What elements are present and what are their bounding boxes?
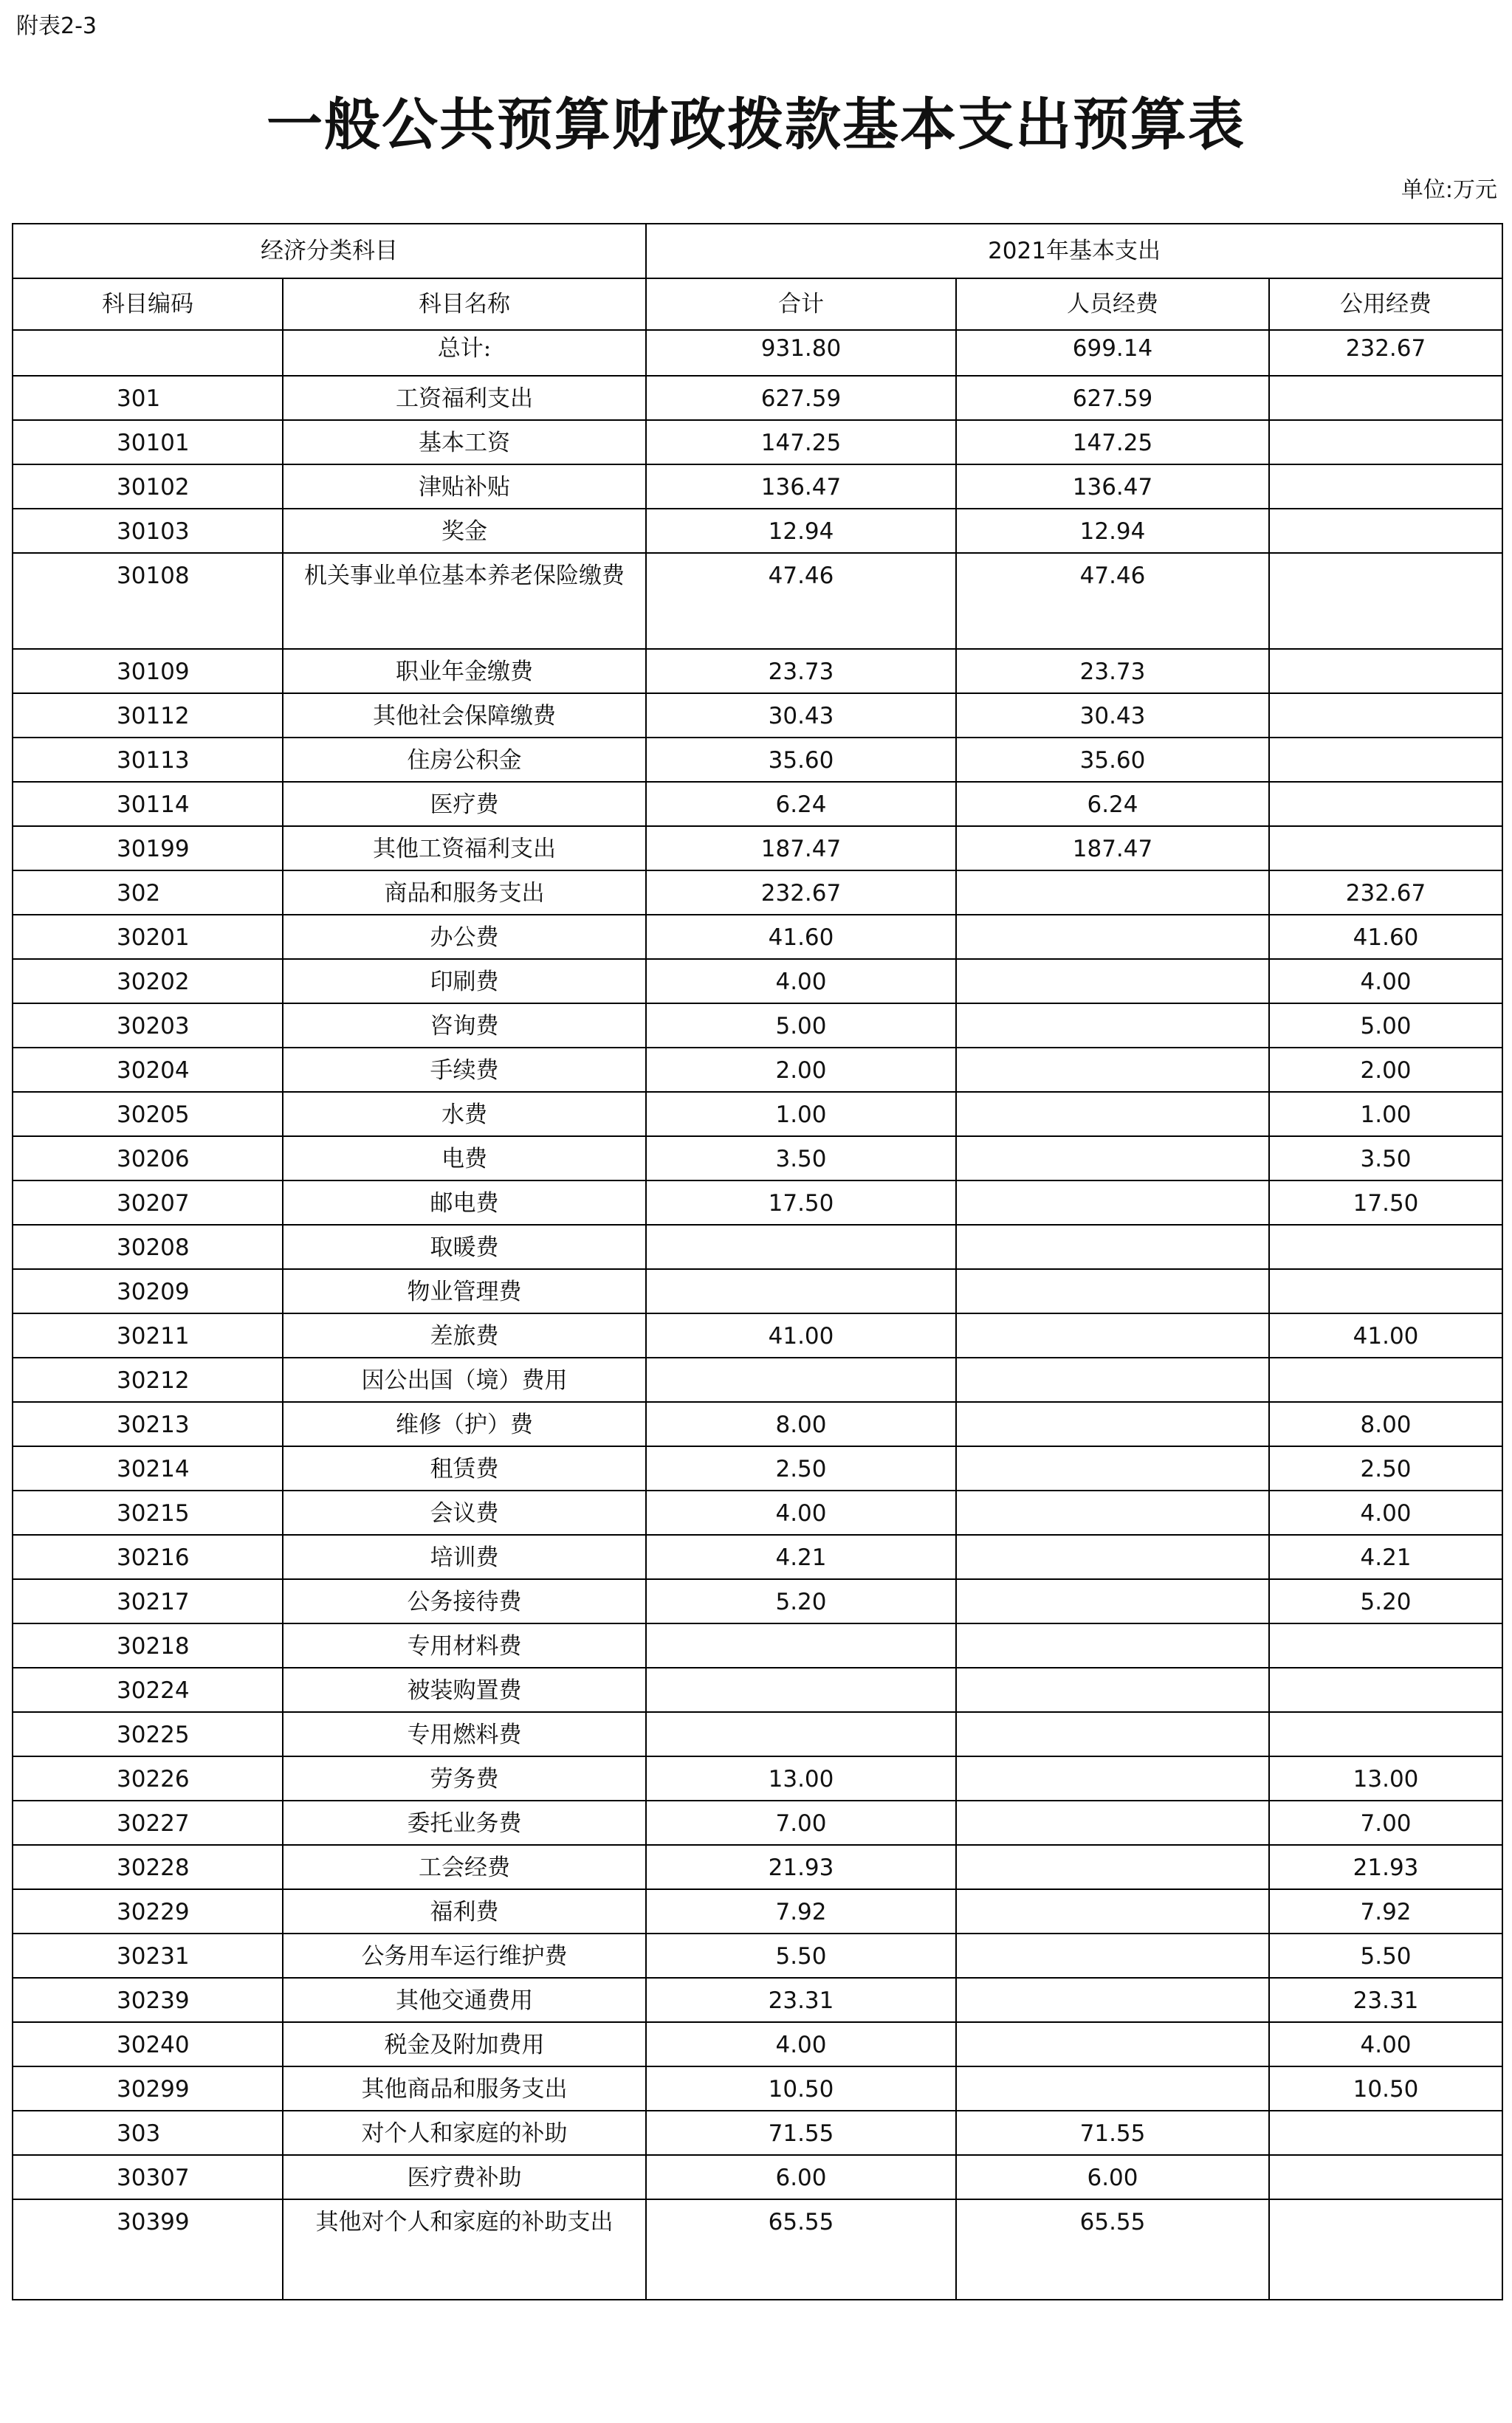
row-public: 41.60 <box>1269 915 1502 959</box>
row-total: 931.80 <box>646 330 956 376</box>
row-public: 8.00 <box>1269 1402 1502 1446</box>
row-personnel <box>956 2022 1269 2066</box>
row-personnel <box>956 1136 1269 1180</box>
table-row <box>13 509 1502 553</box>
row-personnel: 136.47 <box>956 464 1269 509</box>
row-name: 咨询费 <box>283 1003 646 1048</box>
row-name: 其他交通费用 <box>283 1978 646 2022</box>
row-personnel <box>956 915 1269 959</box>
row-personnel <box>956 1623 1269 1668</box>
row-total: 627.59 <box>646 376 956 420</box>
row-code: 30218 <box>13 1623 283 1668</box>
row-public <box>1269 553 1502 649</box>
row-code: 30226 <box>13 1756 283 1801</box>
row-public: 2.00 <box>1269 1048 1502 1092</box>
row-total: 7.00 <box>646 1801 956 1845</box>
row-public: 5.50 <box>1269 1934 1502 1978</box>
row-name: 其他工资福利支出 <box>283 826 646 870</box>
row-total: 2.00 <box>646 1048 956 1092</box>
row-personnel <box>956 1668 1269 1712</box>
row-total <box>646 1225 956 1269</box>
row-total: 5.50 <box>646 1934 956 1978</box>
row-total: 65.55 <box>646 2199 956 2300</box>
row-total <box>646 1668 956 1712</box>
row-total <box>646 1358 956 1402</box>
table-row <box>13 420 1502 464</box>
row-code: 30201 <box>13 915 283 959</box>
row-public <box>1269 2111 1502 2155</box>
header-personnel: 人员经费 <box>956 278 1269 330</box>
row-personnel <box>956 1269 1269 1313</box>
table-row <box>13 2022 1502 2066</box>
row-public <box>1269 376 1502 420</box>
row-personnel <box>956 1491 1269 1535</box>
row-total: 47.46 <box>646 553 956 649</box>
table-row <box>13 693 1502 738</box>
table-row <box>13 1934 1502 1978</box>
row-total: 5.00 <box>646 1003 956 1048</box>
row-code: 301 <box>13 376 283 420</box>
table-row <box>13 1978 1502 2022</box>
row-code: 30109 <box>13 649 283 693</box>
table-row <box>13 1535 1502 1579</box>
row-name: 税金及附加费用 <box>283 2022 646 2066</box>
row-code: 30114 <box>13 782 283 826</box>
row-code: 30199 <box>13 826 283 870</box>
header-year-basic-expense: 2021年基本支出 <box>646 224 1502 278</box>
row-name: 总计: <box>283 330 646 376</box>
row-total <box>646 1623 956 1668</box>
row-public <box>1269 782 1502 826</box>
row-code: 30205 <box>13 1092 283 1136</box>
row-personnel: 71.55 <box>956 2111 1269 2155</box>
table-row <box>13 1180 1502 1225</box>
table-row <box>13 1003 1502 1048</box>
row-public: 4.00 <box>1269 2022 1502 2066</box>
row-personnel: 699.14 <box>956 330 1269 376</box>
row-code: 30224 <box>13 1668 283 1712</box>
row-name: 住房公积金 <box>283 738 646 782</box>
row-public: 5.00 <box>1269 1003 1502 1048</box>
row-code: 30207 <box>13 1180 283 1225</box>
row-personnel <box>956 1313 1269 1358</box>
row-name: 取暖费 <box>283 1225 646 1269</box>
row-personnel <box>956 1048 1269 1092</box>
row-personnel: 65.55 <box>956 2199 1269 2300</box>
unit-label: 单位:万元 <box>1401 177 1497 203</box>
row-personnel <box>956 1180 1269 1225</box>
row-personnel: 6.24 <box>956 782 1269 826</box>
row-personnel <box>956 1535 1269 1579</box>
row-personnel <box>956 870 1269 915</box>
row-name: 办公费 <box>283 915 646 959</box>
table-body <box>13 330 1502 2300</box>
row-total: 1.00 <box>646 1092 956 1136</box>
row-total: 30.43 <box>646 693 956 738</box>
row-personnel <box>956 1801 1269 1845</box>
row-name: 邮电费 <box>283 1180 646 1225</box>
row-name: 公务用车运行维护费 <box>283 1934 646 1978</box>
row-total: 187.47 <box>646 826 956 870</box>
row-code: 30216 <box>13 1535 283 1579</box>
row-name: 差旅费 <box>283 1313 646 1358</box>
table-row <box>13 1712 1502 1756</box>
row-code: 30211 <box>13 1313 283 1358</box>
row-total <box>646 1269 956 1313</box>
row-public: 3.50 <box>1269 1136 1502 1180</box>
row-public: 7.00 <box>1269 1801 1502 1845</box>
row-public <box>1269 1623 1502 1668</box>
row-total: 8.00 <box>646 1402 956 1446</box>
row-code: 30102 <box>13 464 283 509</box>
row-personnel <box>956 1934 1269 1978</box>
row-name: 其他社会保障缴费 <box>283 693 646 738</box>
row-name: 因公出国（境）费用 <box>283 1358 646 1402</box>
row-name: 福利费 <box>283 1889 646 1934</box>
row-total: 6.00 <box>646 2155 956 2199</box>
row-public: 2.50 <box>1269 1446 1502 1491</box>
row-name: 其他商品和服务支出 <box>283 2066 646 2111</box>
row-name: 水费 <box>283 1092 646 1136</box>
table-row <box>13 738 1502 782</box>
row-name: 电费 <box>283 1136 646 1180</box>
row-public: 7.92 <box>1269 1889 1502 1934</box>
row-personnel <box>956 1003 1269 1048</box>
row-public <box>1269 1668 1502 1712</box>
row-code: 30229 <box>13 1889 283 1934</box>
row-name: 专用燃料费 <box>283 1712 646 1756</box>
row-total: 41.60 <box>646 915 956 959</box>
row-personnel <box>956 1712 1269 1756</box>
row-name: 手续费 <box>283 1048 646 1092</box>
table-row <box>13 330 1502 376</box>
table-row <box>13 1579 1502 1623</box>
row-personnel: 627.59 <box>956 376 1269 420</box>
row-public <box>1269 464 1502 509</box>
row-total: 3.50 <box>646 1136 956 1180</box>
header-total: 合计 <box>646 278 956 330</box>
table-row <box>13 553 1502 649</box>
row-code: 30225 <box>13 1712 283 1756</box>
row-name: 劳务费 <box>283 1756 646 1801</box>
row-total: 4.00 <box>646 1491 956 1535</box>
row-code: 30112 <box>13 693 283 738</box>
row-total: 21.93 <box>646 1845 956 1889</box>
row-public <box>1269 826 1502 870</box>
row-code: 30215 <box>13 1491 283 1535</box>
table-row <box>13 1358 1502 1402</box>
attachment-label: 附表2-3 <box>16 13 97 39</box>
row-name: 印刷费 <box>283 959 646 1003</box>
row-personnel <box>956 1402 1269 1446</box>
row-personnel: 6.00 <box>956 2155 1269 2199</box>
row-personnel <box>956 1092 1269 1136</box>
row-name: 物业管理费 <box>283 1269 646 1313</box>
row-public: 4.00 <box>1269 1491 1502 1535</box>
row-public: 232.67 <box>1269 870 1502 915</box>
row-code: 30213 <box>13 1402 283 1446</box>
row-total: 35.60 <box>646 738 956 782</box>
table-row <box>13 2155 1502 2199</box>
row-total: 232.67 <box>646 870 956 915</box>
header-economic-category: 经济分类科目 <box>13 224 646 278</box>
row-code: 30204 <box>13 1048 283 1092</box>
table-row <box>13 2066 1502 2111</box>
row-name: 对个人和家庭的补助 <box>283 2111 646 2155</box>
row-public <box>1269 2199 1502 2300</box>
row-code: 30214 <box>13 1446 283 1491</box>
row-public: 10.50 <box>1269 2066 1502 2111</box>
row-name: 商品和服务支出 <box>283 870 646 915</box>
row-total: 17.50 <box>646 1180 956 1225</box>
row-public <box>1269 1225 1502 1269</box>
row-name: 维修（护）费 <box>283 1402 646 1446</box>
row-code: 303 <box>13 2111 283 2155</box>
table-row <box>13 826 1502 870</box>
row-total: 4.00 <box>646 959 956 1003</box>
row-personnel <box>956 1358 1269 1402</box>
row-code: 30203 <box>13 1003 283 1048</box>
table-row <box>13 1313 1502 1358</box>
header-name: 科目名称 <box>283 278 646 330</box>
row-code: 30239 <box>13 1978 283 2022</box>
row-public: 41.00 <box>1269 1313 1502 1358</box>
table-row <box>13 376 1502 420</box>
row-name: 公务接待费 <box>283 1579 646 1623</box>
table-row <box>13 1756 1502 1801</box>
row-personnel <box>956 1446 1269 1491</box>
row-total: 5.20 <box>646 1579 956 1623</box>
table-row <box>13 1048 1502 1092</box>
row-code: 30209 <box>13 1269 283 1313</box>
row-code: 30228 <box>13 1845 283 1889</box>
row-name: 委托业务费 <box>283 1801 646 1845</box>
table-row <box>13 782 1502 826</box>
row-name: 机关事业单位基本养老保险缴费 <box>283 553 646 649</box>
row-name: 被装购置费 <box>283 1668 646 1712</box>
row-code: 30299 <box>13 2066 283 2111</box>
row-total: 10.50 <box>646 2066 956 2111</box>
row-public: 1.00 <box>1269 1092 1502 1136</box>
table-row <box>13 1801 1502 1845</box>
row-name: 基本工资 <box>283 420 646 464</box>
row-code: 30202 <box>13 959 283 1003</box>
row-code: 30240 <box>13 2022 283 2066</box>
table-row <box>13 1269 1502 1313</box>
row-personnel <box>956 2066 1269 2111</box>
table-row <box>13 1225 1502 1269</box>
table-row <box>13 915 1502 959</box>
row-public <box>1269 420 1502 464</box>
row-code: 30206 <box>13 1136 283 1180</box>
table-row <box>13 2111 1502 2155</box>
row-name: 专用材料费 <box>283 1623 646 1668</box>
row-total: 4.00 <box>646 2022 956 2066</box>
table-row <box>13 1136 1502 1180</box>
row-personnel: 12.94 <box>956 509 1269 553</box>
row-personnel <box>956 1978 1269 2022</box>
row-public <box>1269 1269 1502 1313</box>
header-code: 科目编码 <box>13 278 283 330</box>
row-total: 6.24 <box>646 782 956 826</box>
row-code: 30108 <box>13 553 283 649</box>
table-row <box>13 2199 1502 2300</box>
row-personnel <box>956 1579 1269 1623</box>
row-public <box>1269 649 1502 693</box>
row-public: 4.21 <box>1269 1535 1502 1579</box>
row-personnel: 147.25 <box>956 420 1269 464</box>
row-total: 136.47 <box>646 464 956 509</box>
row-personnel <box>956 1889 1269 1934</box>
header-public: 公用经费 <box>1269 278 1502 330</box>
row-code: 30217 <box>13 1579 283 1623</box>
row-name: 其他对个人和家庭的补助支出 <box>283 2199 646 2300</box>
row-personnel <box>956 959 1269 1003</box>
budget-table <box>12 223 1503 2300</box>
row-public <box>1269 738 1502 782</box>
row-total: 13.00 <box>646 1756 956 1801</box>
table-row <box>13 959 1502 1003</box>
row-public: 23.31 <box>1269 1978 1502 2022</box>
table-row <box>13 1668 1502 1712</box>
row-total: 71.55 <box>646 2111 956 2155</box>
row-public: 4.00 <box>1269 959 1502 1003</box>
row-name: 租赁费 <box>283 1446 646 1491</box>
table-row <box>13 870 1502 915</box>
row-code: 30208 <box>13 1225 283 1269</box>
row-name: 津贴补贴 <box>283 464 646 509</box>
row-name: 培训费 <box>283 1535 646 1579</box>
table-row <box>13 1889 1502 1934</box>
row-public: 232.67 <box>1269 330 1502 376</box>
row-public: 13.00 <box>1269 1756 1502 1801</box>
row-total: 41.00 <box>646 1313 956 1358</box>
row-total: 23.73 <box>646 649 956 693</box>
row-personnel <box>956 1225 1269 1269</box>
row-code: 30101 <box>13 420 283 464</box>
row-personnel <box>956 1756 1269 1801</box>
row-code <box>13 330 283 376</box>
table-row <box>13 649 1502 693</box>
row-personnel: 23.73 <box>956 649 1269 693</box>
row-public: 17.50 <box>1269 1180 1502 1225</box>
row-personnel: 187.47 <box>956 826 1269 870</box>
row-name: 会议费 <box>283 1491 646 1535</box>
row-total: 4.21 <box>646 1535 956 1579</box>
table-row <box>13 1446 1502 1491</box>
row-personnel: 35.60 <box>956 738 1269 782</box>
row-total: 23.31 <box>646 1978 956 2022</box>
row-code: 30212 <box>13 1358 283 1402</box>
row-public <box>1269 1358 1502 1402</box>
row-total: 7.92 <box>646 1889 956 1934</box>
row-code: 30103 <box>13 509 283 553</box>
row-code: 30399 <box>13 2199 283 2300</box>
row-total: 147.25 <box>646 420 956 464</box>
row-public <box>1269 693 1502 738</box>
table-row <box>13 1491 1502 1535</box>
table-row <box>13 1402 1502 1446</box>
row-personnel: 30.43 <box>956 693 1269 738</box>
row-total <box>646 1712 956 1756</box>
row-name: 奖金 <box>283 509 646 553</box>
row-name: 医疗费补助 <box>283 2155 646 2199</box>
row-public <box>1269 2155 1502 2199</box>
table-row <box>13 1845 1502 1889</box>
row-public: 21.93 <box>1269 1845 1502 1889</box>
row-name: 工资福利支出 <box>283 376 646 420</box>
table-row <box>13 1623 1502 1668</box>
table-row <box>13 1092 1502 1136</box>
row-code: 302 <box>13 870 283 915</box>
row-public <box>1269 1712 1502 1756</box>
row-personnel <box>956 1845 1269 1889</box>
row-name: 职业年金缴费 <box>283 649 646 693</box>
row-total: 2.50 <box>646 1446 956 1491</box>
row-code: 30231 <box>13 1934 283 1978</box>
row-public: 5.20 <box>1269 1579 1502 1623</box>
table-row <box>13 464 1502 509</box>
row-code: 30227 <box>13 1801 283 1845</box>
row-name: 工会经费 <box>283 1845 646 1889</box>
row-name: 医疗费 <box>283 782 646 826</box>
page-title: 一般公共预算财政拨款基本支出预算表 <box>267 92 1245 157</box>
row-public <box>1269 509 1502 553</box>
row-code: 30113 <box>13 738 283 782</box>
row-code: 30307 <box>13 2155 283 2199</box>
row-total: 12.94 <box>646 509 956 553</box>
row-personnel: 47.46 <box>956 553 1269 649</box>
